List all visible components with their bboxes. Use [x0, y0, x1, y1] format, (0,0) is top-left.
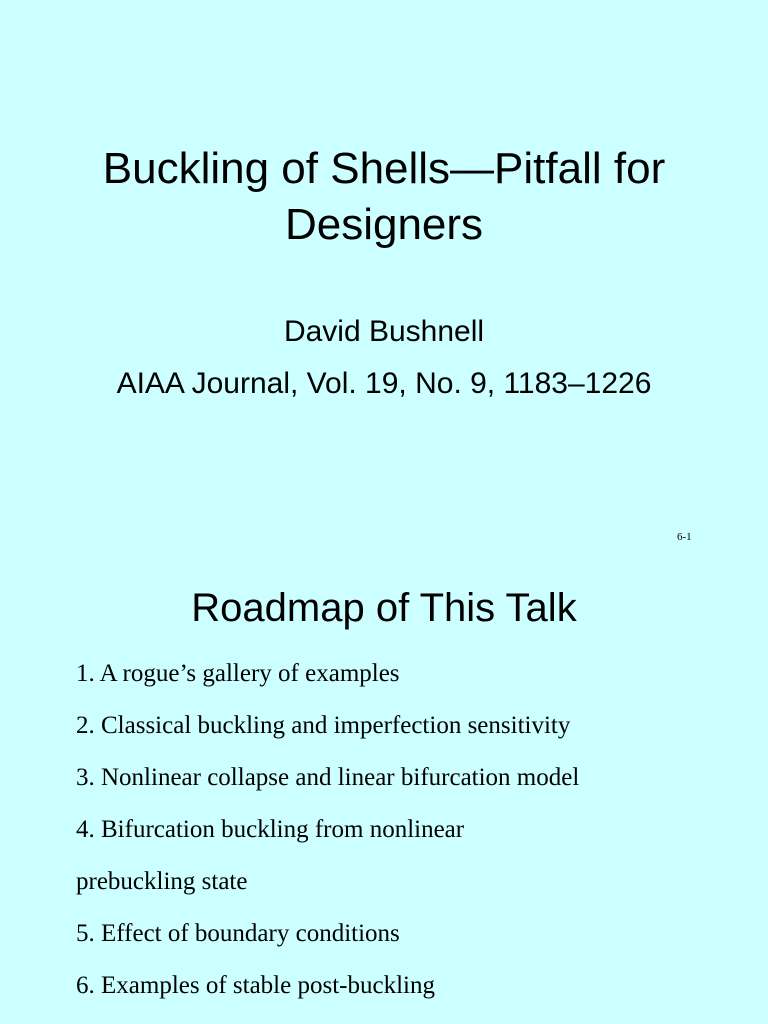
roadmap-item: 3. Nonlinear collapse and linear bifurcation model — [76, 764, 580, 791]
roadmap-item: 2. Classical buckling and imperfection sensitivity — [76, 712, 571, 739]
journal-citation: AIAA Journal, Vol. 19, No. 9, 1183–1226 — [116, 367, 652, 400]
roadmap-item: 4. Bifurcation buckling from nonlinear — [76, 816, 465, 843]
slide-title-line-2: Designers — [284, 200, 484, 249]
roadmap-title: Roadmap of This Talk — [191, 586, 577, 630]
author-name: David Bushnell — [283, 315, 485, 348]
page-number: 6-1 — [677, 531, 692, 543]
roadmap-list — [76, 648, 756, 1012]
slide-title — [0, 141, 768, 253]
roadmap-item: 5. Effect of boundary conditions — [76, 920, 400, 947]
roadmap-item-continuation: prebuckling state — [76, 868, 248, 895]
roadmap-item: 1. A rogue’s gallery of examples — [76, 660, 400, 687]
roadmap-item: 6. Examples of stable post-buckling — [76, 972, 435, 999]
slide-title-line-1: Buckling of Shells—Pitfall for — [102, 144, 666, 193]
